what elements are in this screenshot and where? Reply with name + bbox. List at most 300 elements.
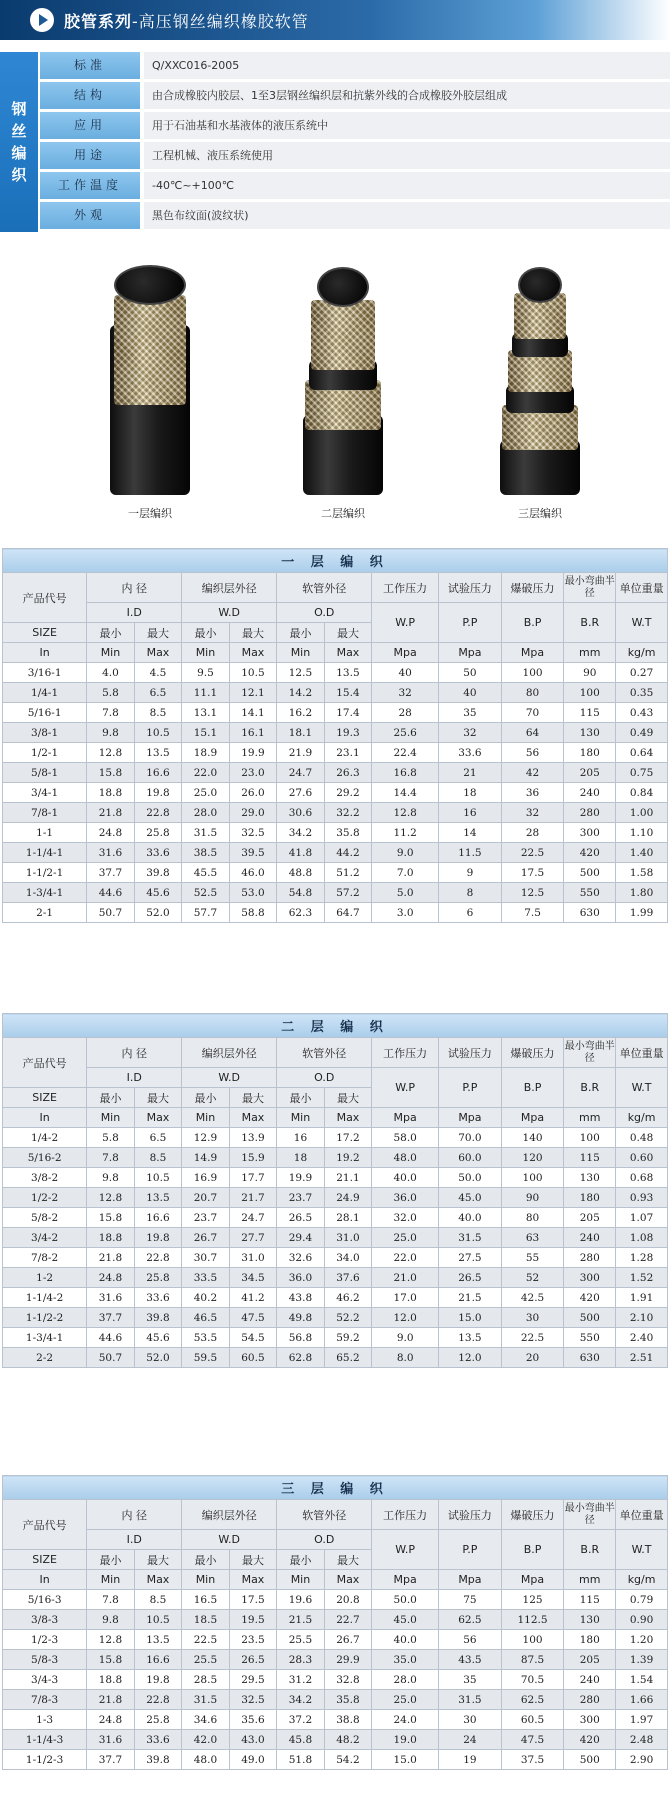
- header-unit-mpa: Mpa: [501, 1108, 564, 1128]
- spec-row: [40, 82, 670, 109]
- row-value: 21: [439, 763, 502, 783]
- spec-row: [40, 112, 670, 139]
- row-value: 16.6: [134, 763, 182, 783]
- row-size-code: 7/8-2: [3, 1248, 87, 1268]
- header-min-en: Min: [87, 643, 135, 663]
- table-row: [3, 723, 668, 743]
- row-value: 22.8: [134, 803, 182, 823]
- header-wt-en: W.T: [616, 1068, 668, 1108]
- header-product-code: 产品代号: [3, 1500, 87, 1550]
- row-value: 9.8: [87, 1610, 135, 1630]
- row-value: 112.5: [501, 1610, 564, 1630]
- row-value: 10.5: [229, 663, 277, 683]
- row-size-code: 5/16-3: [3, 1590, 87, 1610]
- row-value: 7.8: [87, 1148, 135, 1168]
- header-wp: 工作压力: [372, 1038, 439, 1068]
- row-value: 45.8: [277, 1730, 325, 1750]
- row-value: 11.1: [182, 683, 230, 703]
- row-value: 30.6: [277, 803, 325, 823]
- row-value: 17.7: [229, 1168, 277, 1188]
- row-value: 54.8: [277, 883, 325, 903]
- row-value: 24.8: [87, 1710, 135, 1730]
- row-value: 23.5: [229, 1630, 277, 1650]
- row-value: 0.49: [616, 723, 668, 743]
- row-value: 14.4: [372, 783, 439, 803]
- header-wt-en: W.T: [616, 603, 668, 643]
- header-max: 最大: [229, 1550, 277, 1570]
- row-value: 24.9: [324, 1188, 372, 1208]
- row-value: 1.07: [616, 1208, 668, 1228]
- row-value: 63: [501, 1228, 564, 1248]
- row-value: 12.8: [87, 1188, 135, 1208]
- row-value: 115: [564, 1590, 616, 1610]
- header-max-en: Max: [134, 1570, 182, 1590]
- row-value: 25.0: [182, 783, 230, 803]
- row-value: 64: [501, 723, 564, 743]
- row-value: 52: [501, 1268, 564, 1288]
- row-value: 180: [564, 1630, 616, 1650]
- row-value: 22.4: [372, 743, 439, 763]
- row-size-code: 5/16-1: [3, 703, 87, 723]
- row-value: 19.8: [134, 1670, 182, 1690]
- row-value: 31.0: [324, 1228, 372, 1248]
- header-min: 最小: [87, 1088, 135, 1108]
- row-value: 70.0: [439, 1128, 502, 1148]
- row-value: 12.0: [372, 1308, 439, 1328]
- row-value: 40.0: [372, 1630, 439, 1650]
- header-pp-en: P.P: [439, 1530, 502, 1570]
- row-value: 26.3: [324, 763, 372, 783]
- row-value: 30: [439, 1710, 502, 1730]
- row-value: 50: [439, 663, 502, 683]
- row-value: 32: [501, 803, 564, 823]
- row-size-code: 1-3: [3, 1710, 87, 1730]
- row-value: 52.0: [134, 903, 182, 923]
- row-value: 30: [501, 1308, 564, 1328]
- row-value: 8.5: [134, 1590, 182, 1610]
- row-value: 14: [439, 823, 502, 843]
- row-value: 8: [439, 883, 502, 903]
- table-row: [3, 703, 668, 723]
- row-value: 44.6: [87, 883, 135, 903]
- header-max: 最大: [134, 1088, 182, 1108]
- spec-value: 用于石油基和水基液体的液压系统中: [144, 112, 670, 139]
- row-value: 5.0: [372, 883, 439, 903]
- header-br: 最小弯曲半径: [564, 1500, 616, 1530]
- table-row: [3, 783, 668, 803]
- row-value: 1.52: [616, 1268, 668, 1288]
- row-value: 1.08: [616, 1228, 668, 1248]
- row-value: 33.6: [134, 843, 182, 863]
- row-value: 15.0: [439, 1308, 502, 1328]
- header-size: SIZE: [3, 1550, 87, 1570]
- row-value: 12.0: [439, 1348, 502, 1368]
- row-value: 31.5: [182, 1690, 230, 1710]
- row-value: 32.8: [324, 1670, 372, 1690]
- row-value: 32: [439, 723, 502, 743]
- row-value: 2.51: [616, 1348, 668, 1368]
- row-value: 38.5: [182, 843, 230, 863]
- row-value: 16.1: [229, 723, 277, 743]
- row-value: 16.2: [277, 703, 325, 723]
- row-value: 56: [439, 1630, 502, 1650]
- row-value: 1.97: [616, 1710, 668, 1730]
- row-value: 54.5: [229, 1328, 277, 1348]
- row-value: 44.6: [87, 1328, 135, 1348]
- row-value: 44.2: [324, 843, 372, 863]
- header-max: 最大: [324, 1088, 372, 1108]
- row-value: 15.8: [87, 1208, 135, 1228]
- header-wt: 单位重量: [616, 1500, 668, 1530]
- header-bp: 爆破压力: [501, 573, 564, 603]
- row-value: 42: [501, 763, 564, 783]
- header-max-en: Max: [324, 1570, 372, 1590]
- row-value: 39.8: [134, 1308, 182, 1328]
- header-min-en: Min: [182, 1570, 230, 1590]
- row-size-code: 7/8-1: [3, 803, 87, 823]
- row-value: 2.90: [616, 1750, 668, 1770]
- header-min-en: Min: [277, 1108, 325, 1128]
- row-value: 64.7: [324, 903, 372, 923]
- spec-value: Q/XXC016-2005: [144, 52, 670, 79]
- header-max-en: Max: [229, 1108, 277, 1128]
- row-value: 12.8: [87, 1630, 135, 1650]
- row-value: 25.6: [372, 723, 439, 743]
- row-value: 100: [501, 1630, 564, 1650]
- row-size-code: 1-1/2-2: [3, 1308, 87, 1328]
- row-value: 300: [564, 1710, 616, 1730]
- row-size-code: 1/2-2: [3, 1188, 87, 1208]
- row-value: 40: [372, 663, 439, 683]
- row-value: 17.5: [229, 1590, 277, 1610]
- row-value: 140: [501, 1128, 564, 1148]
- row-value: 24.7: [229, 1208, 277, 1228]
- table-row: [3, 903, 668, 923]
- row-value: 2.48: [616, 1730, 668, 1750]
- table-row: [3, 663, 668, 683]
- row-value: 75: [439, 1590, 502, 1610]
- row-value: 125: [501, 1590, 564, 1610]
- header-wp-en: W.P: [372, 1530, 439, 1570]
- row-value: 48.0: [372, 1148, 439, 1168]
- row-size-code: 3/4-3: [3, 1670, 87, 1690]
- row-value: 31.0: [229, 1248, 277, 1268]
- row-value: 60.0: [439, 1148, 502, 1168]
- row-value: 19.9: [229, 743, 277, 763]
- header-wd-en: W.D: [182, 603, 277, 623]
- table-row: [3, 883, 668, 903]
- row-value: 31.6: [87, 843, 135, 863]
- header-unit-mpa: Mpa: [439, 643, 502, 663]
- row-value: 21.5: [277, 1610, 325, 1630]
- row-size-code: 5/8-3: [3, 1650, 87, 1670]
- table-row: [3, 1348, 668, 1368]
- row-value: 0.43: [616, 703, 668, 723]
- row-value: 1.66: [616, 1690, 668, 1710]
- table-row: [3, 1248, 668, 1268]
- row-value: 35: [439, 1670, 502, 1690]
- row-value: 17.2: [324, 1128, 372, 1148]
- row-value: 48.2: [324, 1730, 372, 1750]
- table-row: [3, 1690, 668, 1710]
- row-value: 19.8: [134, 1228, 182, 1248]
- row-size-code: 1/4-1: [3, 683, 87, 703]
- row-value: 22.8: [134, 1248, 182, 1268]
- row-value: 59.5: [182, 1348, 230, 1368]
- row-value: 35.6: [229, 1710, 277, 1730]
- row-value: 25.5: [277, 1630, 325, 1650]
- header-id-en: I.D: [87, 603, 182, 623]
- header-unit-mpa: Mpa: [372, 1570, 439, 1590]
- row-value: 22.0: [182, 763, 230, 783]
- row-value: 21.8: [87, 1690, 135, 1710]
- table-row: [3, 823, 668, 843]
- row-value: 50.7: [87, 1348, 135, 1368]
- row-value: 22.5: [501, 843, 564, 863]
- row-size-code: 1-1/4-3: [3, 1730, 87, 1750]
- row-value: 0.27: [616, 663, 668, 683]
- row-value: 2.10: [616, 1308, 668, 1328]
- page-header: [0, 0, 670, 40]
- table-row: [3, 1670, 668, 1690]
- table-row: [3, 1308, 668, 1328]
- row-value: 7.8: [87, 703, 135, 723]
- row-value: 31.5: [439, 1690, 502, 1710]
- header-max-en: Max: [324, 643, 372, 663]
- row-value: 130: [564, 1168, 616, 1188]
- header-wt-en: W.T: [616, 1530, 668, 1570]
- row-value: 32: [372, 683, 439, 703]
- row-value: 13.5: [134, 743, 182, 763]
- row-value: 18.5: [182, 1610, 230, 1630]
- row-value: 60.5: [229, 1348, 277, 1368]
- table-row: [3, 683, 668, 703]
- row-value: 26.5: [439, 1268, 502, 1288]
- header-br: 最小弯曲半径: [564, 1038, 616, 1068]
- header-max: 最大: [134, 1550, 182, 1570]
- table-caption: 一 层 编 织: [3, 549, 668, 573]
- header-max-en: Max: [134, 643, 182, 663]
- row-value: 25.8: [134, 1268, 182, 1288]
- header-wt: 单位重量: [616, 1038, 668, 1068]
- row-value: 13.1: [182, 703, 230, 723]
- header-unit-mpa: Mpa: [372, 643, 439, 663]
- row-value: 12.1: [229, 683, 277, 703]
- row-value: 24.8: [87, 1268, 135, 1288]
- header-min: 最小: [182, 1088, 230, 1108]
- row-value: 10.5: [134, 1168, 182, 1188]
- header-max: 最大: [229, 1088, 277, 1108]
- header-id: 内 径: [87, 1500, 182, 1530]
- row-value: 19.0: [372, 1730, 439, 1750]
- row-value: 62.5: [439, 1610, 502, 1630]
- row-value: 39.8: [134, 1750, 182, 1770]
- header-unit-kgm: kg/m: [616, 1108, 668, 1128]
- row-value: 0.90: [616, 1610, 668, 1630]
- row-value: 11.2: [372, 823, 439, 843]
- row-value: 39.8: [134, 863, 182, 883]
- row-value: 18.8: [87, 1228, 135, 1248]
- row-size-code: 3/8-3: [3, 1610, 87, 1630]
- row-value: 58.8: [229, 903, 277, 923]
- row-value: 46.0: [229, 863, 277, 883]
- row-value: 550: [564, 1328, 616, 1348]
- row-value: 13.9: [229, 1128, 277, 1148]
- row-value: 80: [501, 1208, 564, 1228]
- header-in: In: [3, 1108, 87, 1128]
- row-value: 46.2: [324, 1288, 372, 1308]
- row-value: 34.2: [277, 1690, 325, 1710]
- row-value: 24.7: [277, 763, 325, 783]
- spec-key: 用途: [40, 142, 140, 169]
- row-value: 35.8: [324, 1690, 372, 1710]
- row-value: 1.54: [616, 1670, 668, 1690]
- table-row: [3, 1168, 668, 1188]
- header-br-en: B.R: [564, 603, 616, 643]
- spec-side-label: 钢丝编织: [0, 52, 38, 232]
- play-icon: [30, 8, 54, 32]
- row-value: 31.6: [87, 1730, 135, 1750]
- row-value: 22.5: [501, 1328, 564, 1348]
- header-wp-en: W.P: [372, 1068, 439, 1108]
- row-value: 11.5: [439, 843, 502, 863]
- row-value: 33.6: [134, 1288, 182, 1308]
- header-od: 软管外径: [277, 573, 372, 603]
- row-value: 6.5: [134, 1128, 182, 1148]
- header-wt: 单位重量: [616, 573, 668, 603]
- header-min: 最小: [87, 1550, 135, 1570]
- row-value: 23.0: [229, 763, 277, 783]
- header-max-en: Max: [229, 643, 277, 663]
- row-value: 33.6: [439, 743, 502, 763]
- row-value: 15.8: [87, 1650, 135, 1670]
- row-value: 35.8: [324, 823, 372, 843]
- row-value: 100: [564, 683, 616, 703]
- table-row: [3, 803, 668, 823]
- row-value: 420: [564, 843, 616, 863]
- row-value: 18.8: [87, 783, 135, 803]
- row-value: 31.6: [87, 1288, 135, 1308]
- row-value: 17.5: [501, 863, 564, 883]
- header-wd-en: W.D: [182, 1530, 277, 1550]
- row-value: 17.0: [372, 1288, 439, 1308]
- hose-label-1: 一层编织: [128, 507, 172, 520]
- row-value: 22.8: [134, 1690, 182, 1710]
- header-unit-mm: mm: [564, 1108, 616, 1128]
- row-value: 28.0: [372, 1670, 439, 1690]
- table-row: [3, 1590, 668, 1610]
- row-value: 26.0: [229, 783, 277, 803]
- row-size-code: 1-2: [3, 1268, 87, 1288]
- row-value: 1.28: [616, 1248, 668, 1268]
- row-value: 12.5: [501, 883, 564, 903]
- header-unit-mpa: Mpa: [439, 1570, 502, 1590]
- row-value: 23.7: [277, 1188, 325, 1208]
- row-value: 50.0: [439, 1168, 502, 1188]
- header-unit-mpa: Mpa: [501, 643, 564, 663]
- row-value: 24: [439, 1730, 502, 1750]
- row-value: 19: [439, 1750, 502, 1770]
- row-value: 0.60: [616, 1148, 668, 1168]
- row-value: 100: [564, 1128, 616, 1148]
- row-value: 60.5: [501, 1710, 564, 1730]
- row-value: 45.0: [372, 1610, 439, 1630]
- table-row: [3, 1148, 668, 1168]
- header-od-en: O.D: [277, 1068, 372, 1088]
- table-row: [3, 1128, 668, 1148]
- header-size: SIZE: [3, 623, 87, 643]
- row-value: 130: [564, 1610, 616, 1630]
- row-value: 15.8: [87, 763, 135, 783]
- row-value: 37.7: [87, 863, 135, 883]
- row-value: 29.9: [324, 1650, 372, 1670]
- row-value: 33.5: [182, 1268, 230, 1288]
- row-value: 55: [501, 1248, 564, 1268]
- row-value: 22.0: [372, 1248, 439, 1268]
- row-value: 53.5: [182, 1328, 230, 1348]
- row-value: 30.7: [182, 1248, 230, 1268]
- row-size-code: 2-2: [3, 1348, 87, 1368]
- header-wd-en: W.D: [182, 1068, 277, 1088]
- row-value: 32.6: [277, 1248, 325, 1268]
- row-value: 100: [501, 1168, 564, 1188]
- row-value: 40.0: [372, 1168, 439, 1188]
- row-value: 47.5: [229, 1308, 277, 1328]
- row-value: 37.5: [501, 1750, 564, 1770]
- row-value: 24.8: [87, 823, 135, 843]
- row-value: 34.2: [277, 823, 325, 843]
- row-value: 1.58: [616, 863, 668, 883]
- row-value: 31.5: [182, 823, 230, 843]
- row-value: 80: [501, 683, 564, 703]
- row-value: 32.5: [229, 1690, 277, 1710]
- row-value: 21.7: [229, 1188, 277, 1208]
- row-value: 25.8: [134, 1710, 182, 1730]
- table-row: [3, 1710, 668, 1730]
- row-size-code: 2-1: [3, 903, 87, 923]
- row-size-code: 1-3/4-1: [3, 1328, 87, 1348]
- header-od: 软管外径: [277, 1038, 372, 1068]
- hose-image-3: [500, 265, 580, 495]
- row-value: 100: [501, 663, 564, 683]
- row-value: 62.8: [277, 1348, 325, 1368]
- row-value: 7.8: [87, 1590, 135, 1610]
- row-value: 15.9: [229, 1148, 277, 1168]
- row-value: 17.4: [324, 703, 372, 723]
- row-value: 51.2: [324, 863, 372, 883]
- row-value: 115: [564, 703, 616, 723]
- row-value: 45.6: [134, 883, 182, 903]
- row-value: 25.5: [182, 1650, 230, 1670]
- header-pp: 试验压力: [439, 1038, 502, 1068]
- spec-row: [40, 52, 670, 79]
- header-max: 最大: [134, 623, 182, 643]
- row-value: 50.0: [372, 1590, 439, 1610]
- table-row: [3, 1610, 668, 1630]
- row-value: 54.2: [324, 1750, 372, 1770]
- header-pp: 试验压力: [439, 573, 502, 603]
- row-value: 29.5: [229, 1670, 277, 1690]
- header-id: 内 径: [87, 1038, 182, 1068]
- row-value: 45.0: [439, 1188, 502, 1208]
- row-value: 280: [564, 1248, 616, 1268]
- header-max-en: Max: [324, 1108, 372, 1128]
- row-value: 300: [564, 823, 616, 843]
- row-value: 45.6: [134, 1328, 182, 1348]
- row-value: 6.5: [134, 683, 182, 703]
- table-row: [3, 1650, 668, 1670]
- row-value: 4.0: [87, 663, 135, 683]
